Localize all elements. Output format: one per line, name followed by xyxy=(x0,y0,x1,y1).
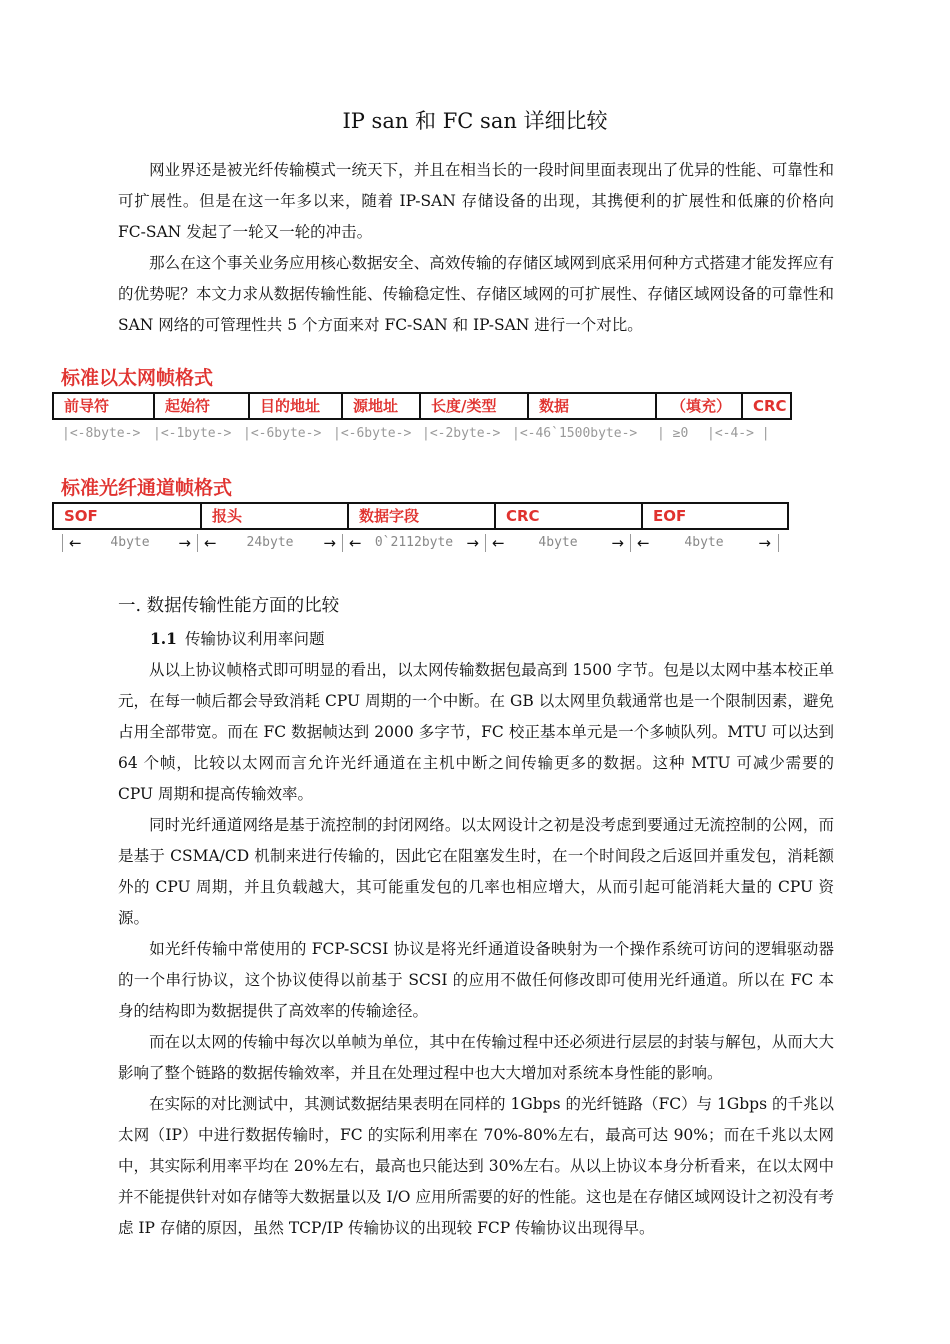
fc-field-crc: CRC xyxy=(496,504,643,528)
arrow-left-icon: ← xyxy=(69,534,82,552)
ethernet-size-row xyxy=(62,425,792,443)
eth-size-preamble: |<-8byte-> xyxy=(62,426,141,441)
eth-field-pad: （填充） xyxy=(657,394,743,418)
body-paragraph-2 xyxy=(118,810,834,934)
eth-size-dest: |<-6byte-> xyxy=(243,426,322,441)
body-paragraph-3 xyxy=(118,934,834,1027)
eth-size-pad: | ≥0 xyxy=(657,426,689,441)
fc-size-data xyxy=(342,534,485,552)
fc-field-data: 数据字段 xyxy=(349,504,496,528)
eth-size-data: |<-46`1500byte-> xyxy=(512,426,638,441)
body-text-5: 在实际的对比测试中，其测试数据结果表明在同样的 1Gbps 的光纤链路（FC）与 1Gbps 的千兆以太网（IP）中进行数据传输时，FC 的实际利用率在 70%-80%左右，最高可达 90%；而在千兆以太网中，其实际利用率平均在 20%左右，最高也只能达到 30%左右。从以上协议本身分析看来，在以太网中并不能提供针对如存储等大数据量以及 I/O 应用所需要的好的性能。这也是在存储区域网设计之初没有考虑 IP 存储的原因，虽然 TCP/IP 传输协议的出现较 FCP 传输协议出现得早。 xyxy=(118,1095,834,1237)
eth-size-src: |<-6byte-> xyxy=(333,426,412,441)
fc-size-sof-value: 4byte xyxy=(110,535,150,550)
eth-field-data: 数据 xyxy=(529,394,657,418)
body-paragraph-4 xyxy=(118,1027,834,1089)
fc-size-crc xyxy=(485,534,630,552)
fc-size-crc-value: 4byte xyxy=(538,535,578,550)
arrow-right-icon: → xyxy=(758,534,771,552)
eth-field-crc: CRC xyxy=(753,397,787,415)
fc-frame-title: 标准光纤通道帧格式 xyxy=(61,477,233,499)
intro-text-1: 网业界还是被光纤传输模式一统天下，并且在相当长的一段时间里面表现出了优异的性能、可靠性和可扩展性。但是在这一年多以来，随着 IP-SAN 存储设备的出现，其携便利的扩展性和低廉的价格向 FC-SAN 发起了一轮又一轮的冲击。 xyxy=(118,161,834,241)
arrow-right-icon: → xyxy=(611,534,624,552)
fc-size-data-value: 0`2112byte xyxy=(374,535,454,550)
body-paragraph-5 xyxy=(118,1089,834,1244)
fc-size-row xyxy=(62,534,779,552)
body-text-4: 而在以太网的传输中每次以单帧为单位，其中在传输过程中还必须进行层层的封装与解包，从而大大影响了整个链路的数据传输效率，并且在处理过程中也大大增加对系统本身性能的影响。 xyxy=(118,1033,834,1082)
eth-field-src: 源地址 xyxy=(343,394,421,418)
body-text-3: 如光纤传输中常使用的 FCP-SCSI 协议是将光纤通道设备映射为一个操作系统可访问的逻辑驱动器的一个串行协议，这个协议使得以前基于 SCSI 的应用不做任何修改即可使用光纤通道。所以在 FC 本身的结构即为数据提供了高效率的传输途径。 xyxy=(118,940,834,1020)
fc-field-sof: SOF xyxy=(54,504,202,528)
arrow-left-icon: ← xyxy=(637,534,650,552)
arrow-right-icon: → xyxy=(323,534,336,552)
subsection-heading xyxy=(150,626,324,652)
eth-field-sfd: 起始符 xyxy=(155,394,250,418)
intro-paragraph-2 xyxy=(118,248,834,341)
eth-field-dest: 目的地址 xyxy=(250,394,343,418)
ethernet-frame-fields xyxy=(52,392,792,420)
fc-size-eof xyxy=(630,534,777,552)
arrow-right-icon: → xyxy=(178,534,191,552)
eth-size-length: |<-2byte-> xyxy=(422,426,501,441)
fc-frame-fields xyxy=(52,502,789,530)
body-text-1: 从以上协议帧格式即可明显的看出，以太网传输数据包最高到 1500 字节。包是以太网中基本校正单元，在每一帧后都会导致消耗 CPU 周期的一个中断。在 GB 以太网里负载通常也是一个限制因素，避免占用全部带宽。而在 FC 数据帧达到 2000 多字节，FC 校正基本单元是一个多帧队列。MTU 可以达到 64 个帧，比较以太网而言允许光纤通道在主机中断之间传输更多的数据。这种 MTU 可减少需要的 CPU 周期和提高传输效率。 xyxy=(118,661,834,803)
subsection-number: 1.1 xyxy=(150,629,177,648)
subsection-title: 传输协议利用率问题 xyxy=(184,630,325,648)
fc-size-header-value: 24byte xyxy=(246,535,294,550)
eth-size-sfd: |<-1byte-> xyxy=(153,426,232,441)
fc-size-header xyxy=(197,534,342,552)
fc-field-eof: EOF xyxy=(653,507,687,525)
arrow-left-icon: ← xyxy=(349,534,362,552)
page-title: IP san 和 FC san 详细比较 xyxy=(342,109,608,133)
body-text-2: 同时光纤通道网络是基于流控制的封闭网络。以太网设计之初是没考虑到要通过无流控制的公网，而是基于 CSMA/CD 机制来进行传输的，因此它在阻塞发生时，在一个时间段之后返回并重发包，消耗额外的 CPU 周期，并且负载越大，其可能重发包的几率也相应增大，从而引起可能消耗大量的 CPU 资源。 xyxy=(118,816,834,927)
body-paragraph-1 xyxy=(118,655,834,810)
intro-paragraph-1 xyxy=(118,155,834,248)
arrow-right-icon: → xyxy=(466,534,479,552)
eth-field-preamble: 前导符 xyxy=(54,394,155,418)
fc-size-eof-value: 4byte xyxy=(684,535,724,550)
eth-size-crc: |<-4-> | xyxy=(707,426,770,441)
ethernet-frame-title: 标准以太网帧格式 xyxy=(61,367,214,389)
fc-size-sof xyxy=(62,534,197,552)
eth-field-length: 长度/类型 xyxy=(421,394,529,418)
intro-text-2: 那么在这个事关业务应用核心数据安全、高效传输的存储区域网到底采用何种方式搭建才能发挥应有的优势呢？本文力求从数据传输性能、传输稳定性、存储区域网的可扩展性、存储区域网设备的可靠性和 SAN 网络的可管理性共 5 个方面来对 FC-SAN 和 IP-SAN 进行一个对比。 xyxy=(118,254,834,334)
arrow-left-icon: ← xyxy=(204,534,217,552)
fc-field-header: 报头 xyxy=(202,504,349,528)
arrow-left-icon: ← xyxy=(492,534,505,552)
section-heading: 一. 数据传输性能方面的比较 xyxy=(118,596,340,616)
